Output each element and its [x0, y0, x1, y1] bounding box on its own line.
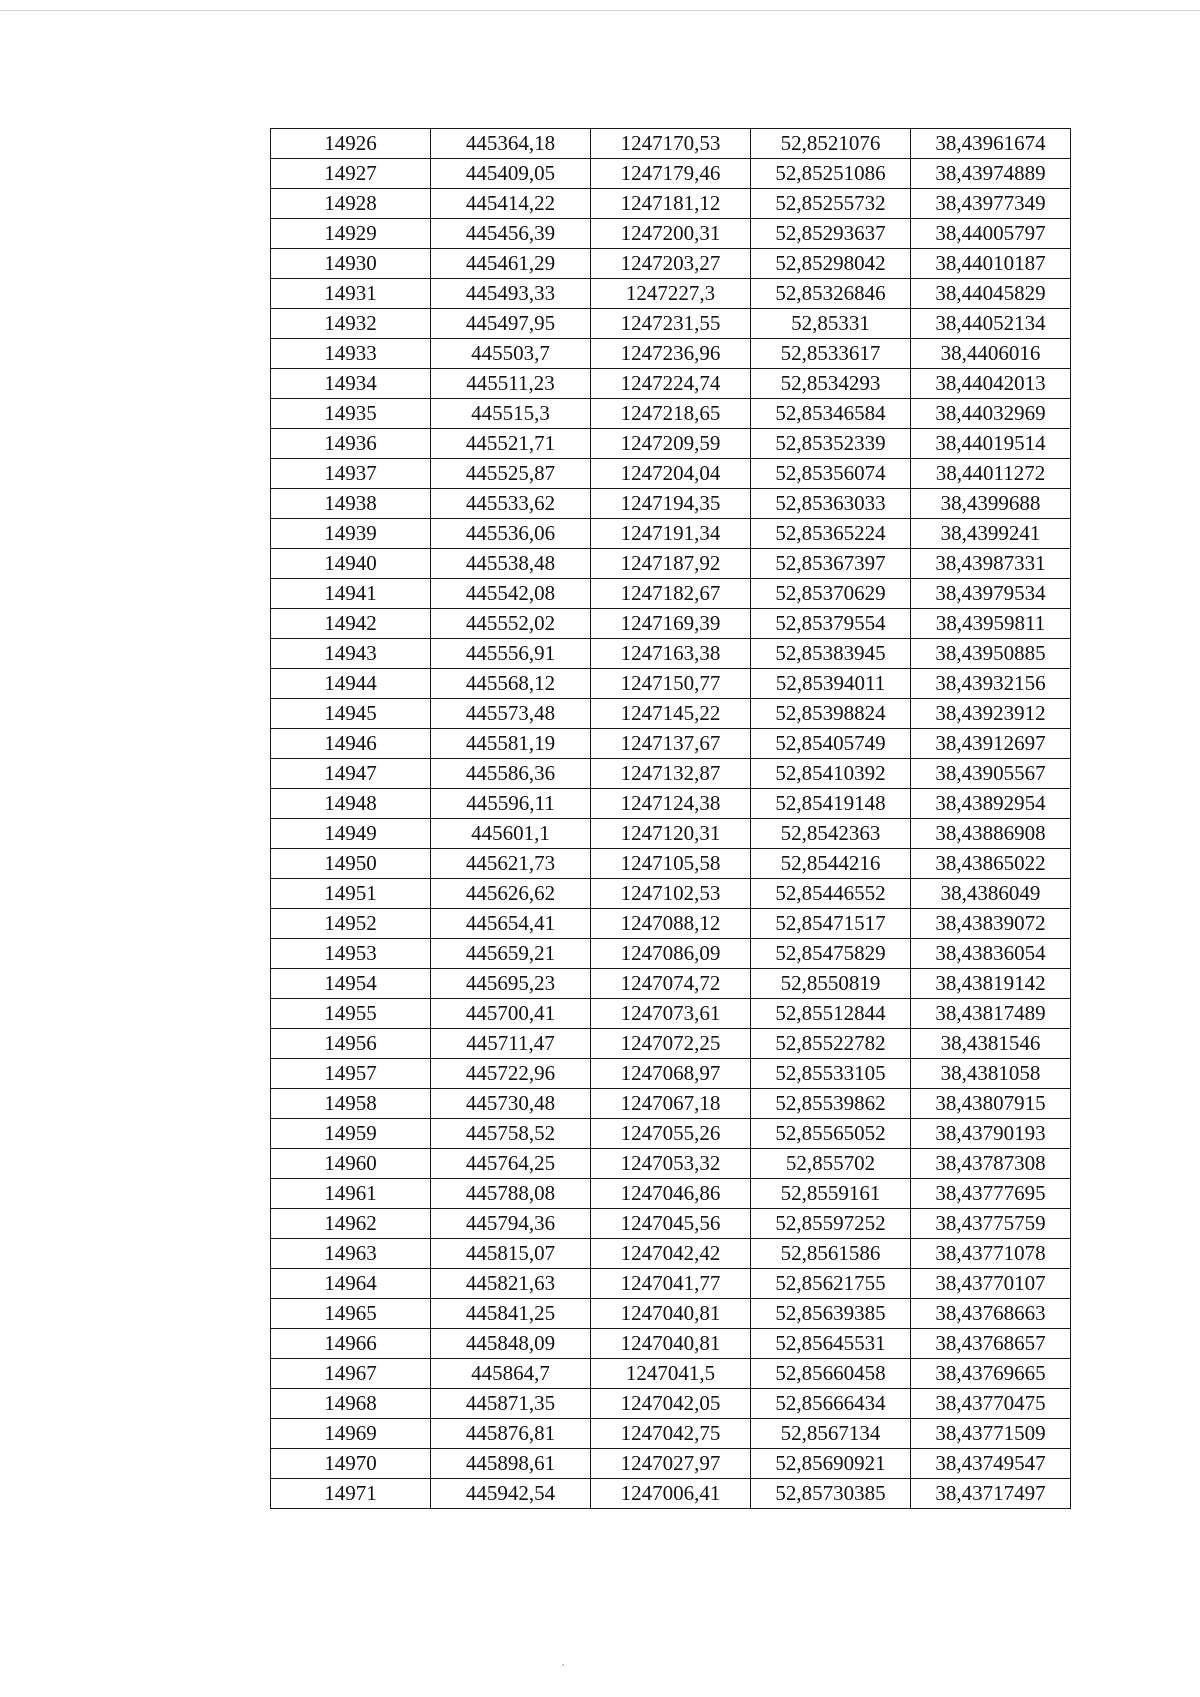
point-number-cell: 14948	[271, 789, 431, 819]
latitude-cell: 52,85352339	[751, 429, 911, 459]
point-number-cell: 14939	[271, 519, 431, 549]
table-row	[271, 579, 1071, 609]
y-coordinate-cell: 1247045,56	[591, 1209, 751, 1239]
y-coordinate-cell: 1247006,41	[591, 1479, 751, 1509]
longitude-cell: 38,4406016	[911, 339, 1071, 369]
x-coordinate-cell: 445730,48	[431, 1089, 591, 1119]
point-number-cell: 14951	[271, 879, 431, 909]
table-row	[271, 1419, 1071, 1449]
y-coordinate-cell: 1247055,26	[591, 1119, 751, 1149]
table-row	[271, 1059, 1071, 1089]
latitude-cell: 52,8550819	[751, 969, 911, 999]
point-number-cell: 14932	[271, 309, 431, 339]
longitude-cell: 38,44011272	[911, 459, 1071, 489]
x-coordinate-cell: 445364,18	[431, 129, 591, 159]
longitude-cell: 38,43865022	[911, 849, 1071, 879]
y-coordinate-cell: 1247170,53	[591, 129, 751, 159]
y-coordinate-cell: 1247224,74	[591, 369, 751, 399]
point-number-cell: 14929	[271, 219, 431, 249]
table-row	[271, 1359, 1071, 1389]
point-number-cell: 14969	[271, 1419, 431, 1449]
x-coordinate-cell: 445414,22	[431, 189, 591, 219]
latitude-cell: 52,85621755	[751, 1269, 911, 1299]
longitude-cell: 38,43749547	[911, 1449, 1071, 1479]
latitude-cell: 52,8567134	[751, 1419, 911, 1449]
y-coordinate-cell: 1247132,87	[591, 759, 751, 789]
table-row	[271, 1299, 1071, 1329]
point-number-cell: 14930	[271, 249, 431, 279]
latitude-cell: 52,85730385	[751, 1479, 911, 1509]
coordinates-table	[270, 128, 1071, 1509]
y-coordinate-cell: 1247088,12	[591, 909, 751, 939]
latitude-cell: 52,85293637	[751, 219, 911, 249]
x-coordinate-cell: 445568,12	[431, 669, 591, 699]
y-coordinate-cell: 1247163,38	[591, 639, 751, 669]
y-coordinate-cell: 1247042,75	[591, 1419, 751, 1449]
y-coordinate-cell: 1247086,09	[591, 939, 751, 969]
point-number-cell: 14944	[271, 669, 431, 699]
longitude-cell: 38,43950885	[911, 639, 1071, 669]
point-number-cell: 14961	[271, 1179, 431, 1209]
latitude-cell: 52,8533617	[751, 339, 911, 369]
latitude-cell: 52,85298042	[751, 249, 911, 279]
point-number-cell: 14970	[271, 1449, 431, 1479]
latitude-cell: 52,85367397	[751, 549, 911, 579]
table-row	[271, 1209, 1071, 1239]
longitude-cell: 38,43771078	[911, 1239, 1071, 1269]
x-coordinate-cell: 445493,33	[431, 279, 591, 309]
table-row	[271, 999, 1071, 1029]
x-coordinate-cell: 445586,36	[431, 759, 591, 789]
x-coordinate-cell: 445700,41	[431, 999, 591, 1029]
table-row	[271, 369, 1071, 399]
table-row	[271, 219, 1071, 249]
y-coordinate-cell: 1247041,5	[591, 1359, 751, 1389]
longitude-cell: 38,43770475	[911, 1389, 1071, 1419]
table-row	[271, 279, 1071, 309]
y-coordinate-cell: 1247067,18	[591, 1089, 751, 1119]
y-coordinate-cell: 1247124,38	[591, 789, 751, 819]
table-row	[271, 669, 1071, 699]
x-coordinate-cell: 445841,25	[431, 1299, 591, 1329]
table-row	[271, 339, 1071, 369]
y-coordinate-cell: 1247041,77	[591, 1269, 751, 1299]
latitude-cell: 52,8542363	[751, 819, 911, 849]
point-number-cell: 14962	[271, 1209, 431, 1239]
table-row	[271, 249, 1071, 279]
table-row	[271, 609, 1071, 639]
x-coordinate-cell: 445848,09	[431, 1329, 591, 1359]
point-number-cell: 14963	[271, 1239, 431, 1269]
longitude-cell: 38,43769665	[911, 1359, 1071, 1389]
point-number-cell: 14934	[271, 369, 431, 399]
x-coordinate-cell: 445515,3	[431, 399, 591, 429]
longitude-cell: 38,43770107	[911, 1269, 1071, 1299]
latitude-cell: 52,85398824	[751, 699, 911, 729]
y-coordinate-cell: 1247187,92	[591, 549, 751, 579]
y-coordinate-cell: 1247046,86	[591, 1179, 751, 1209]
x-coordinate-cell: 445536,06	[431, 519, 591, 549]
latitude-cell: 52,85405749	[751, 729, 911, 759]
latitude-cell: 52,85471517	[751, 909, 911, 939]
y-coordinate-cell: 1247169,39	[591, 609, 751, 639]
point-number-cell: 14959	[271, 1119, 431, 1149]
x-coordinate-cell: 445788,08	[431, 1179, 591, 1209]
point-number-cell: 14953	[271, 939, 431, 969]
x-coordinate-cell: 445542,08	[431, 579, 591, 609]
longitude-cell: 38,43923912	[911, 699, 1071, 729]
table-row	[271, 759, 1071, 789]
latitude-cell: 52,85512844	[751, 999, 911, 1029]
x-coordinate-cell: 445942,54	[431, 1479, 591, 1509]
y-coordinate-cell: 1247105,58	[591, 849, 751, 879]
point-number-cell: 14935	[271, 399, 431, 429]
latitude-cell: 52,85410392	[751, 759, 911, 789]
x-coordinate-cell: 445659,21	[431, 939, 591, 969]
y-coordinate-cell: 1247209,59	[591, 429, 751, 459]
x-coordinate-cell: 445503,7	[431, 339, 591, 369]
point-number-cell: 14936	[271, 429, 431, 459]
table-row	[271, 519, 1071, 549]
table-row	[271, 489, 1071, 519]
y-coordinate-cell: 1247042,42	[591, 1239, 751, 1269]
table-row	[271, 1389, 1071, 1419]
latitude-cell: 52,85326846	[751, 279, 911, 309]
table-row	[271, 159, 1071, 189]
coordinates-table-body	[271, 129, 1071, 1509]
longitude-cell: 38,44010187	[911, 249, 1071, 279]
x-coordinate-cell: 445864,7	[431, 1359, 591, 1389]
x-coordinate-cell: 445409,05	[431, 159, 591, 189]
point-number-cell: 14955	[271, 999, 431, 1029]
x-coordinate-cell: 445898,61	[431, 1449, 591, 1479]
table-row	[271, 1239, 1071, 1269]
longitude-cell: 38,4381058	[911, 1059, 1071, 1089]
y-coordinate-cell: 1247191,34	[591, 519, 751, 549]
longitude-cell: 38,43807915	[911, 1089, 1071, 1119]
latitude-cell: 52,85331	[751, 309, 911, 339]
x-coordinate-cell: 445876,81	[431, 1419, 591, 1449]
table-row	[271, 309, 1071, 339]
longitude-cell: 38,4399241	[911, 519, 1071, 549]
latitude-cell: 52,85363033	[751, 489, 911, 519]
latitude-cell: 52,85370629	[751, 579, 911, 609]
longitude-cell: 38,43961674	[911, 129, 1071, 159]
point-number-cell: 14971	[271, 1479, 431, 1509]
latitude-cell: 52,85379554	[751, 609, 911, 639]
table-row	[271, 399, 1071, 429]
longitude-cell: 38,43819142	[911, 969, 1071, 999]
point-number-cell: 14941	[271, 579, 431, 609]
point-number-cell: 14933	[271, 339, 431, 369]
x-coordinate-cell: 445497,95	[431, 309, 591, 339]
point-number-cell: 14964	[271, 1269, 431, 1299]
table-row	[271, 189, 1071, 219]
longitude-cell: 38,43777695	[911, 1179, 1071, 1209]
longitude-cell: 38,4386049	[911, 879, 1071, 909]
x-coordinate-cell: 445521,71	[431, 429, 591, 459]
scan-speck	[562, 1664, 564, 1666]
table-row	[271, 1449, 1071, 1479]
latitude-cell: 52,85255732	[751, 189, 911, 219]
x-coordinate-cell: 445711,47	[431, 1029, 591, 1059]
latitude-cell: 52,85565052	[751, 1119, 911, 1149]
x-coordinate-cell: 445764,25	[431, 1149, 591, 1179]
x-coordinate-cell: 445573,48	[431, 699, 591, 729]
y-coordinate-cell: 1247102,53	[591, 879, 751, 909]
point-number-cell: 14950	[271, 849, 431, 879]
table-row	[271, 1269, 1071, 1299]
point-number-cell: 14945	[271, 699, 431, 729]
x-coordinate-cell: 445815,07	[431, 1239, 591, 1269]
latitude-cell: 52,85475829	[751, 939, 911, 969]
longitude-cell: 38,43905567	[911, 759, 1071, 789]
y-coordinate-cell: 1247231,55	[591, 309, 751, 339]
latitude-cell: 52,85446552	[751, 879, 911, 909]
point-number-cell: 14954	[271, 969, 431, 999]
table-row	[271, 1149, 1071, 1179]
longitude-cell: 38,43817489	[911, 999, 1071, 1029]
longitude-cell: 38,43836054	[911, 939, 1071, 969]
y-coordinate-cell: 1247227,3	[591, 279, 751, 309]
latitude-cell: 52,85356074	[751, 459, 911, 489]
y-coordinate-cell: 1247042,05	[591, 1389, 751, 1419]
table-row	[271, 849, 1071, 879]
point-number-cell: 14928	[271, 189, 431, 219]
longitude-cell: 38,43886908	[911, 819, 1071, 849]
latitude-cell: 52,85660458	[751, 1359, 911, 1389]
point-number-cell: 14940	[271, 549, 431, 579]
table-row	[271, 909, 1071, 939]
longitude-cell: 38,43775759	[911, 1209, 1071, 1239]
y-coordinate-cell: 1247040,81	[591, 1329, 751, 1359]
table-row	[271, 939, 1071, 969]
longitude-cell: 38,44005797	[911, 219, 1071, 249]
point-number-cell: 14938	[271, 489, 431, 519]
y-coordinate-cell: 1247074,72	[591, 969, 751, 999]
latitude-cell: 52,85522782	[751, 1029, 911, 1059]
longitude-cell: 38,43768663	[911, 1299, 1071, 1329]
latitude-cell: 52,8534293	[751, 369, 911, 399]
y-coordinate-cell: 1247194,35	[591, 489, 751, 519]
longitude-cell: 38,43979534	[911, 579, 1071, 609]
longitude-cell: 38,44042013	[911, 369, 1071, 399]
latitude-cell: 52,85383945	[751, 639, 911, 669]
point-number-cell: 14942	[271, 609, 431, 639]
longitude-cell: 38,43912697	[911, 729, 1071, 759]
x-coordinate-cell: 445552,02	[431, 609, 591, 639]
longitude-cell: 38,43790193	[911, 1119, 1071, 1149]
table-row	[271, 1479, 1071, 1509]
latitude-cell: 52,8521076	[751, 129, 911, 159]
y-coordinate-cell: 1247145,22	[591, 699, 751, 729]
latitude-cell: 52,85690921	[751, 1449, 911, 1479]
y-coordinate-cell: 1247137,67	[591, 729, 751, 759]
latitude-cell: 52,855702	[751, 1149, 911, 1179]
longitude-cell: 38,44019514	[911, 429, 1071, 459]
x-coordinate-cell: 445538,48	[431, 549, 591, 579]
latitude-cell: 52,85251086	[751, 159, 911, 189]
point-number-cell: 14947	[271, 759, 431, 789]
table-row	[271, 789, 1071, 819]
longitude-cell: 38,4381546	[911, 1029, 1071, 1059]
table-row	[271, 1179, 1071, 1209]
longitude-cell: 38,4399688	[911, 489, 1071, 519]
page-top-edge	[0, 10, 1200, 11]
longitude-cell: 38,43932156	[911, 669, 1071, 699]
y-coordinate-cell: 1247204,04	[591, 459, 751, 489]
point-number-cell: 14957	[271, 1059, 431, 1089]
table-row	[271, 729, 1071, 759]
point-number-cell: 14952	[271, 909, 431, 939]
point-number-cell: 14946	[271, 729, 431, 759]
point-number-cell: 14956	[271, 1029, 431, 1059]
x-coordinate-cell: 445621,73	[431, 849, 591, 879]
longitude-cell: 38,44032969	[911, 399, 1071, 429]
x-coordinate-cell: 445533,62	[431, 489, 591, 519]
y-coordinate-cell: 1247040,81	[591, 1299, 751, 1329]
x-coordinate-cell: 445601,1	[431, 819, 591, 849]
y-coordinate-cell: 1247072,25	[591, 1029, 751, 1059]
table-row	[271, 639, 1071, 669]
x-coordinate-cell: 445722,96	[431, 1059, 591, 1089]
y-coordinate-cell: 1247179,46	[591, 159, 751, 189]
point-number-cell: 14968	[271, 1389, 431, 1419]
latitude-cell: 52,85645531	[751, 1329, 911, 1359]
table-row	[271, 699, 1071, 729]
y-coordinate-cell: 1247073,61	[591, 999, 751, 1029]
latitude-cell: 52,85346584	[751, 399, 911, 429]
y-coordinate-cell: 1247053,32	[591, 1149, 751, 1179]
longitude-cell: 38,43771509	[911, 1419, 1071, 1449]
point-number-cell: 14926	[271, 129, 431, 159]
longitude-cell: 38,43717497	[911, 1479, 1071, 1509]
y-coordinate-cell: 1247218,65	[591, 399, 751, 429]
latitude-cell: 52,8561586	[751, 1239, 911, 1269]
x-coordinate-cell: 445556,91	[431, 639, 591, 669]
longitude-cell: 38,43977349	[911, 189, 1071, 219]
latitude-cell: 52,85365224	[751, 519, 911, 549]
x-coordinate-cell: 445596,11	[431, 789, 591, 819]
x-coordinate-cell: 445461,29	[431, 249, 591, 279]
x-coordinate-cell: 445581,19	[431, 729, 591, 759]
y-coordinate-cell: 1247181,12	[591, 189, 751, 219]
x-coordinate-cell: 445654,41	[431, 909, 591, 939]
y-coordinate-cell: 1247027,97	[591, 1449, 751, 1479]
latitude-cell: 52,8559161	[751, 1179, 911, 1209]
latitude-cell: 52,85539862	[751, 1089, 911, 1119]
point-number-cell: 14965	[271, 1299, 431, 1329]
x-coordinate-cell: 445695,23	[431, 969, 591, 999]
point-number-cell: 14967	[271, 1359, 431, 1389]
table-row	[271, 1119, 1071, 1149]
point-number-cell: 14966	[271, 1329, 431, 1359]
table-row	[271, 879, 1071, 909]
x-coordinate-cell: 445758,52	[431, 1119, 591, 1149]
y-coordinate-cell: 1247236,96	[591, 339, 751, 369]
table-row	[271, 1029, 1071, 1059]
longitude-cell: 38,43959811	[911, 609, 1071, 639]
table-row	[271, 549, 1071, 579]
longitude-cell: 38,44045829	[911, 279, 1071, 309]
table-row	[271, 969, 1071, 999]
y-coordinate-cell: 1247182,67	[591, 579, 751, 609]
x-coordinate-cell: 445511,23	[431, 369, 591, 399]
latitude-cell: 52,85419148	[751, 789, 911, 819]
longitude-cell: 38,43974889	[911, 159, 1071, 189]
point-number-cell: 14949	[271, 819, 431, 849]
table-row	[271, 429, 1071, 459]
latitude-cell: 52,85666434	[751, 1389, 911, 1419]
table-row	[271, 1329, 1071, 1359]
y-coordinate-cell: 1247200,31	[591, 219, 751, 249]
y-coordinate-cell: 1247203,27	[591, 249, 751, 279]
longitude-cell: 38,43892954	[911, 789, 1071, 819]
latitude-cell: 52,85639385	[751, 1299, 911, 1329]
longitude-cell: 38,43787308	[911, 1149, 1071, 1179]
latitude-cell: 52,85597252	[751, 1209, 911, 1239]
x-coordinate-cell: 445794,36	[431, 1209, 591, 1239]
point-number-cell: 14943	[271, 639, 431, 669]
table-row	[271, 1089, 1071, 1119]
table-row	[271, 129, 1071, 159]
point-number-cell: 14960	[271, 1149, 431, 1179]
longitude-cell: 38,43768657	[911, 1329, 1071, 1359]
table-row	[271, 819, 1071, 849]
point-number-cell: 14937	[271, 459, 431, 489]
longitude-cell: 38,43839072	[911, 909, 1071, 939]
longitude-cell: 38,44052134	[911, 309, 1071, 339]
point-number-cell: 14927	[271, 159, 431, 189]
point-number-cell: 14958	[271, 1089, 431, 1119]
table-row	[271, 459, 1071, 489]
latitude-cell: 52,8544216	[751, 849, 911, 879]
y-coordinate-cell: 1247068,97	[591, 1059, 751, 1089]
point-number-cell: 14931	[271, 279, 431, 309]
latitude-cell: 52,85533105	[751, 1059, 911, 1089]
y-coordinate-cell: 1247150,77	[591, 669, 751, 699]
x-coordinate-cell: 445456,39	[431, 219, 591, 249]
x-coordinate-cell: 445626,62	[431, 879, 591, 909]
x-coordinate-cell: 445821,63	[431, 1269, 591, 1299]
longitude-cell: 38,43987331	[911, 549, 1071, 579]
x-coordinate-cell: 445871,35	[431, 1389, 591, 1419]
x-coordinate-cell: 445525,87	[431, 459, 591, 489]
y-coordinate-cell: 1247120,31	[591, 819, 751, 849]
latitude-cell: 52,85394011	[751, 669, 911, 699]
